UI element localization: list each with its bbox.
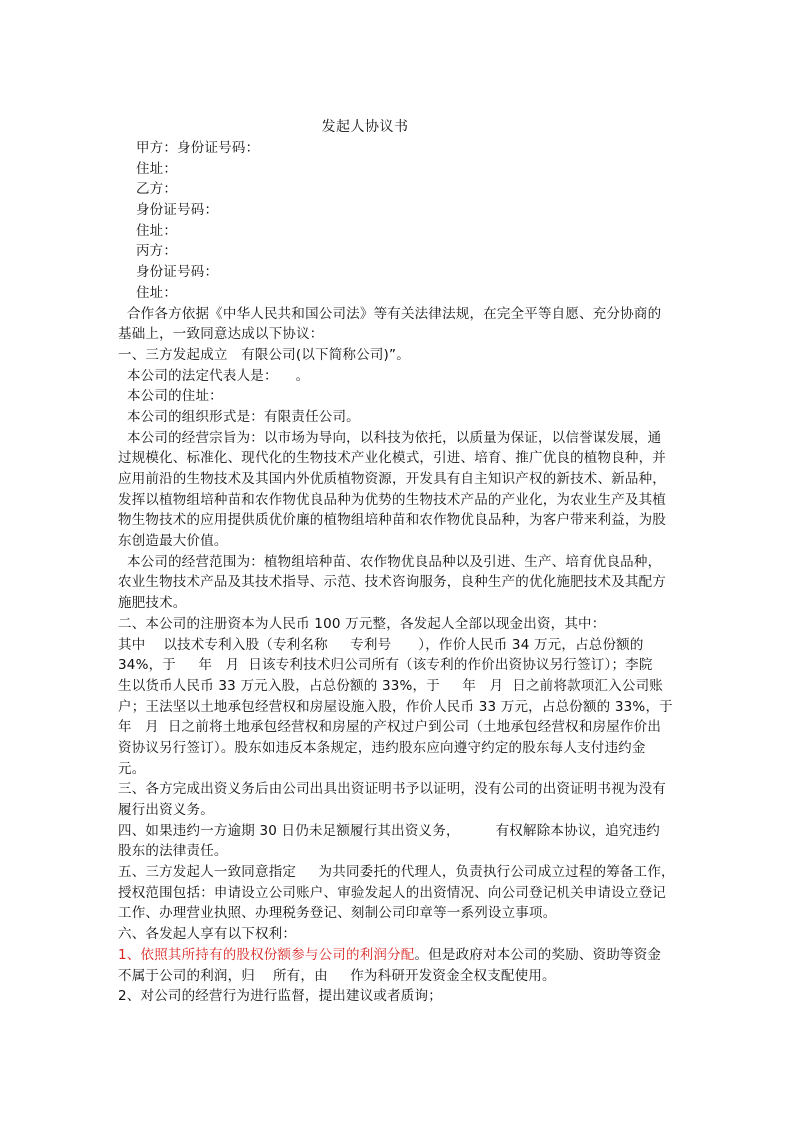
highlighted-text: 1、依照其所持有的股权份额参与公司的利润分配 <box>118 946 415 963</box>
text-line: 元。 <box>118 760 146 777</box>
text-line: 二、本公司的注册资本为人民币 100 万元整，各发起人全部以现金出资，其中： <box>118 615 606 632</box>
text-line: 授权范围包括：申请设立公司账户、审验发起人的出资情况、向公司登记机关申请设立登记 <box>118 884 666 901</box>
text-line: 不属于公司的利润，归 所有，由 作为科研开发资金全权支配使用。 <box>118 967 556 984</box>
text-line: 本公司的经营范围为：植物组培种苗、农作物优良品种以及引进、生产、培育优良品种， <box>118 553 662 570</box>
text-line: 本公司的法定代表人是： 。 <box>118 367 310 384</box>
text-line: 身份证号码： <box>118 264 219 281</box>
text-line: 生以货币人民币 33 万元入股，占总份额的 33%，于 年 月 日之前将款项汇入公司账 <box>118 677 663 694</box>
text-line: 34%，于 年 月 日该专利技术归公司所有（该专利的作价出资协议另行签订）；李院 <box>118 657 653 674</box>
text-line: 乙方： <box>118 181 178 198</box>
text-line: 东创造最大价值。 <box>118 533 228 550</box>
text-line: 身份证号码： <box>118 202 219 219</box>
right-item-1 <box>118 945 678 966</box>
text-line: 合作各方依据《中华人民共和国公司法》等有关法律法规，在完全平等自愿、充分协商的 <box>118 305 662 322</box>
text-line: 过规模化、标准化、现代化的生物技术产业化模式，引进、培育、推广优良的植物良种，并 <box>118 450 666 467</box>
text-segment: 。但是政府对本公司的奖励、资助等资金 <box>414 946 662 963</box>
text-line: 五、三方发起人一致同意指定 为共同委托的代理人，负责执行公司成立过程的筹备工作， <box>118 864 675 881</box>
text-line: 年 月 日之前将土地承包经营权和房屋的产权过户到公司（土地承包经营权和房屋作价出 <box>118 719 662 736</box>
text-line: 资协议另行签订）。股东如违反本条规定，违约股东应向遵守约定的股东每人支付违约金 <box>118 739 646 756</box>
text-line: 基础上，一致同意达成以下协议： <box>118 326 324 343</box>
text-line: 本公司的住址： <box>118 388 223 405</box>
text-line: 工作、办理营业执照、办理税务登记、刻制公司印章等一系列设立事项。 <box>118 905 557 922</box>
text-line: 发挥以植物组培种苗和农作物优良品种为优势的生物技术产品的产业化，为农业生产及其植 <box>118 491 666 508</box>
text-line: 住址： <box>118 284 178 301</box>
text-line: 住址： <box>118 222 178 239</box>
document-title: 发起人协议书 <box>321 119 409 135</box>
text-line: 农业生物技术产品及其技术指导、示范、技术咨询服务，良种生产的优化施肥技术及其配方 <box>118 574 666 591</box>
document-body <box>118 138 678 1007</box>
text-line: 履行出资义务。 <box>118 802 214 818</box>
text-line: 其中 以技术专利入股（专利名称 专利号 ），作价人民币 34 万元，占总份额的 <box>118 636 644 653</box>
text-line: 四、如果违约一方逾期 30 日仍未足额履行其出资义务， 有权解除本协议，追究违约 <box>118 822 660 839</box>
text-line: 一、三方发起成立 有限公司(以下简称公司)”。 <box>118 346 410 363</box>
text-line: 甲方：身份证号码： <box>118 140 260 156</box>
text-line: 六、各发起人享有以下权利： <box>118 926 297 943</box>
text-line: 施肥技术。 <box>118 595 187 612</box>
text-line: 物生物技术的应用提供质优价廉的植物组培种苗和农作物优良品种，为客户带来利益，为股 <box>118 512 666 529</box>
text-line: 本公司的组织形式是：有限责任公司。 <box>118 408 360 425</box>
text-line: 丙方： <box>118 243 178 260</box>
text-line: 股东的法律责任。 <box>118 843 228 860</box>
text-line: 三、各方完成出资义务后由公司出具出资证明书予以证明，没有公司的出资证明书视为没有 <box>118 781 666 798</box>
text-line: 应用前沿的生物技术及其国内外优质植物资源，开发具有自主知识产权的新技术、新品种， <box>118 471 666 487</box>
text-line: 本公司的经营宗旨为：以市场为导向，以科技为依托，以质量为保证，以信誉谋发展，通 <box>118 429 662 446</box>
right-item-2: 2、对公司的经营行为进行监督，提出建议或者质询； <box>118 988 442 1005</box>
text-line: 户；王法坚以土地承包经营权和房屋设施入股，作价人民币 33 万元，占总份额的 33%，于 <box>118 698 673 715</box>
text-line: 住址： <box>118 160 178 177</box>
